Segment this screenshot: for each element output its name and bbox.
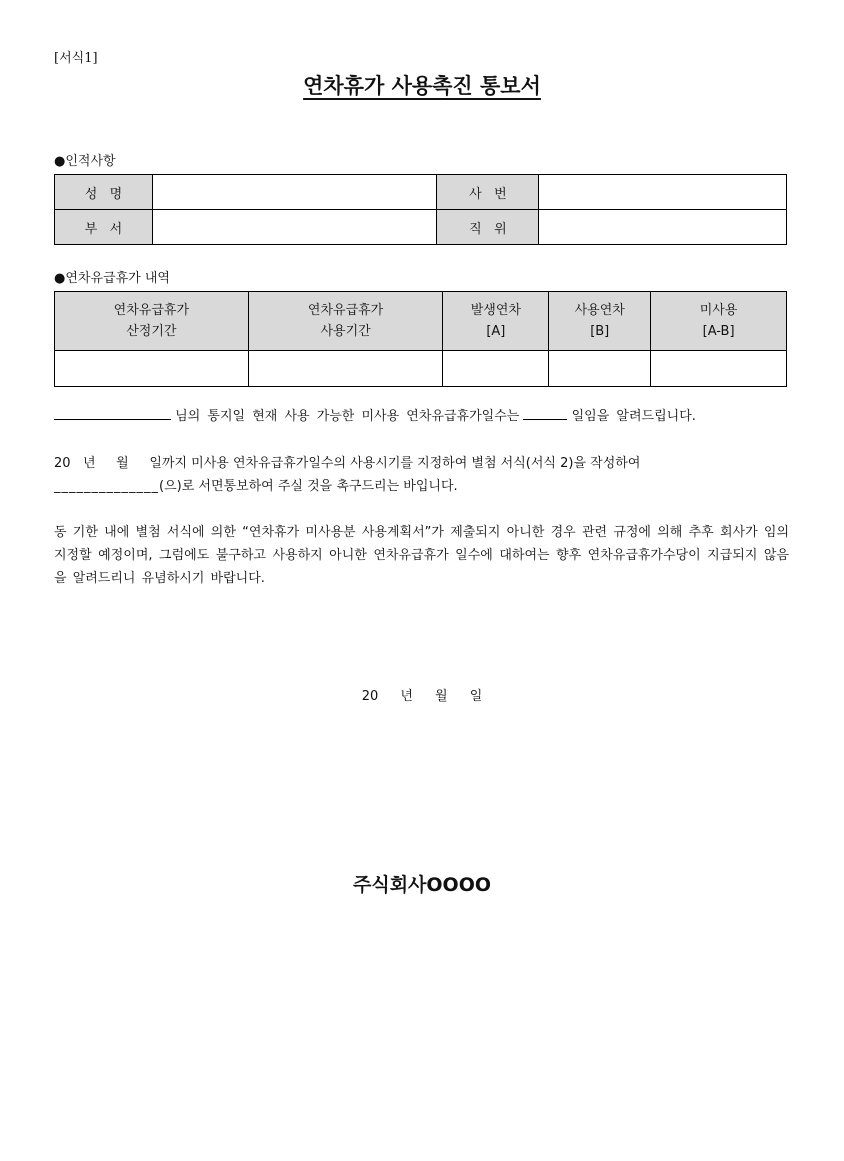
- leave-details-table: [54, 291, 787, 387]
- table-row: [55, 175, 787, 210]
- department-field[interactable]: [152, 210, 437, 245]
- paragraph-text: (으)로 서면통보하여 주실 것을 촉구드리는 바입니다.: [159, 479, 458, 494]
- paragraph-text: 20 년 월 일까지 미사용 연차유급휴가일수의 사용시기를 지정하여 별첨 서식(서식 2)을 작성하여: [54, 456, 641, 471]
- table-row: [55, 351, 787, 387]
- column-header: 발생연차 [A]: [443, 292, 549, 351]
- issue-date: 20 년 월 일: [361, 689, 483, 704]
- used-leave-cell[interactable]: [549, 351, 651, 387]
- company-name: 주식회사OOOO: [352, 874, 492, 896]
- notice-paragraph-2: [54, 452, 789, 498]
- form-number: [서식1]: [54, 51, 98, 66]
- column-header: 연차유급휴가 산정기간: [55, 292, 249, 351]
- column-header: 미사용 [A-B]: [651, 292, 787, 351]
- column-header: 사용연차 [B]: [549, 292, 651, 351]
- position-field[interactable]: [539, 210, 787, 245]
- notice-paragraph-1: [54, 405, 789, 428]
- personal-info-heading: ●인적사항: [54, 154, 116, 169]
- position-label: 직 위: [437, 210, 539, 245]
- accrued-leave-cell[interactable]: [443, 351, 549, 387]
- employee-no-field[interactable]: [539, 175, 787, 210]
- document-title: 연차휴가 사용촉진 통보서: [303, 74, 541, 98]
- unused-leave-cell[interactable]: [651, 351, 787, 387]
- employee-no-label: 사 번: [437, 175, 539, 210]
- use-period-cell[interactable]: [248, 351, 443, 387]
- table-row: [55, 210, 787, 245]
- name-field[interactable]: [152, 175, 437, 210]
- table-header-row: [55, 292, 787, 351]
- calc-period-cell[interactable]: [55, 351, 249, 387]
- name-label: 성 명: [55, 175, 153, 210]
- paragraph-text: 님의 통지일 현재 사용 가능한 미사용 연차유급휴가일수는: [175, 409, 520, 424]
- department-label: 부 서: [55, 210, 153, 245]
- notice-paragraph-3: 동 기한 내에 별첨 서식에 의한 “연차휴가 미사용분 사용계획서”가 제출되지 아니한 경우 관련 규정에 의해 추후 회사가 임의지정할 예정이며, 그럼에도 불구하고 사용하지 아니한 연차유급휴가 일수에 대하여는 향후 연차유급휴가수당이 지급되지 않음을 알려드리니 유념하시기 바랍니다.: [54, 525, 789, 586]
- submit-to-blank[interactable]: ______________: [54, 479, 159, 494]
- personal-info-table: [54, 174, 787, 245]
- leave-details-heading: ●연차유급휴가 내역: [54, 271, 170, 286]
- paragraph-text: 일임을 알려드립니다.: [571, 409, 696, 424]
- unused-days-blank[interactable]: [523, 407, 567, 420]
- column-header: 연차유급휴가 사용기간: [248, 292, 443, 351]
- employee-name-blank[interactable]: [54, 407, 171, 420]
